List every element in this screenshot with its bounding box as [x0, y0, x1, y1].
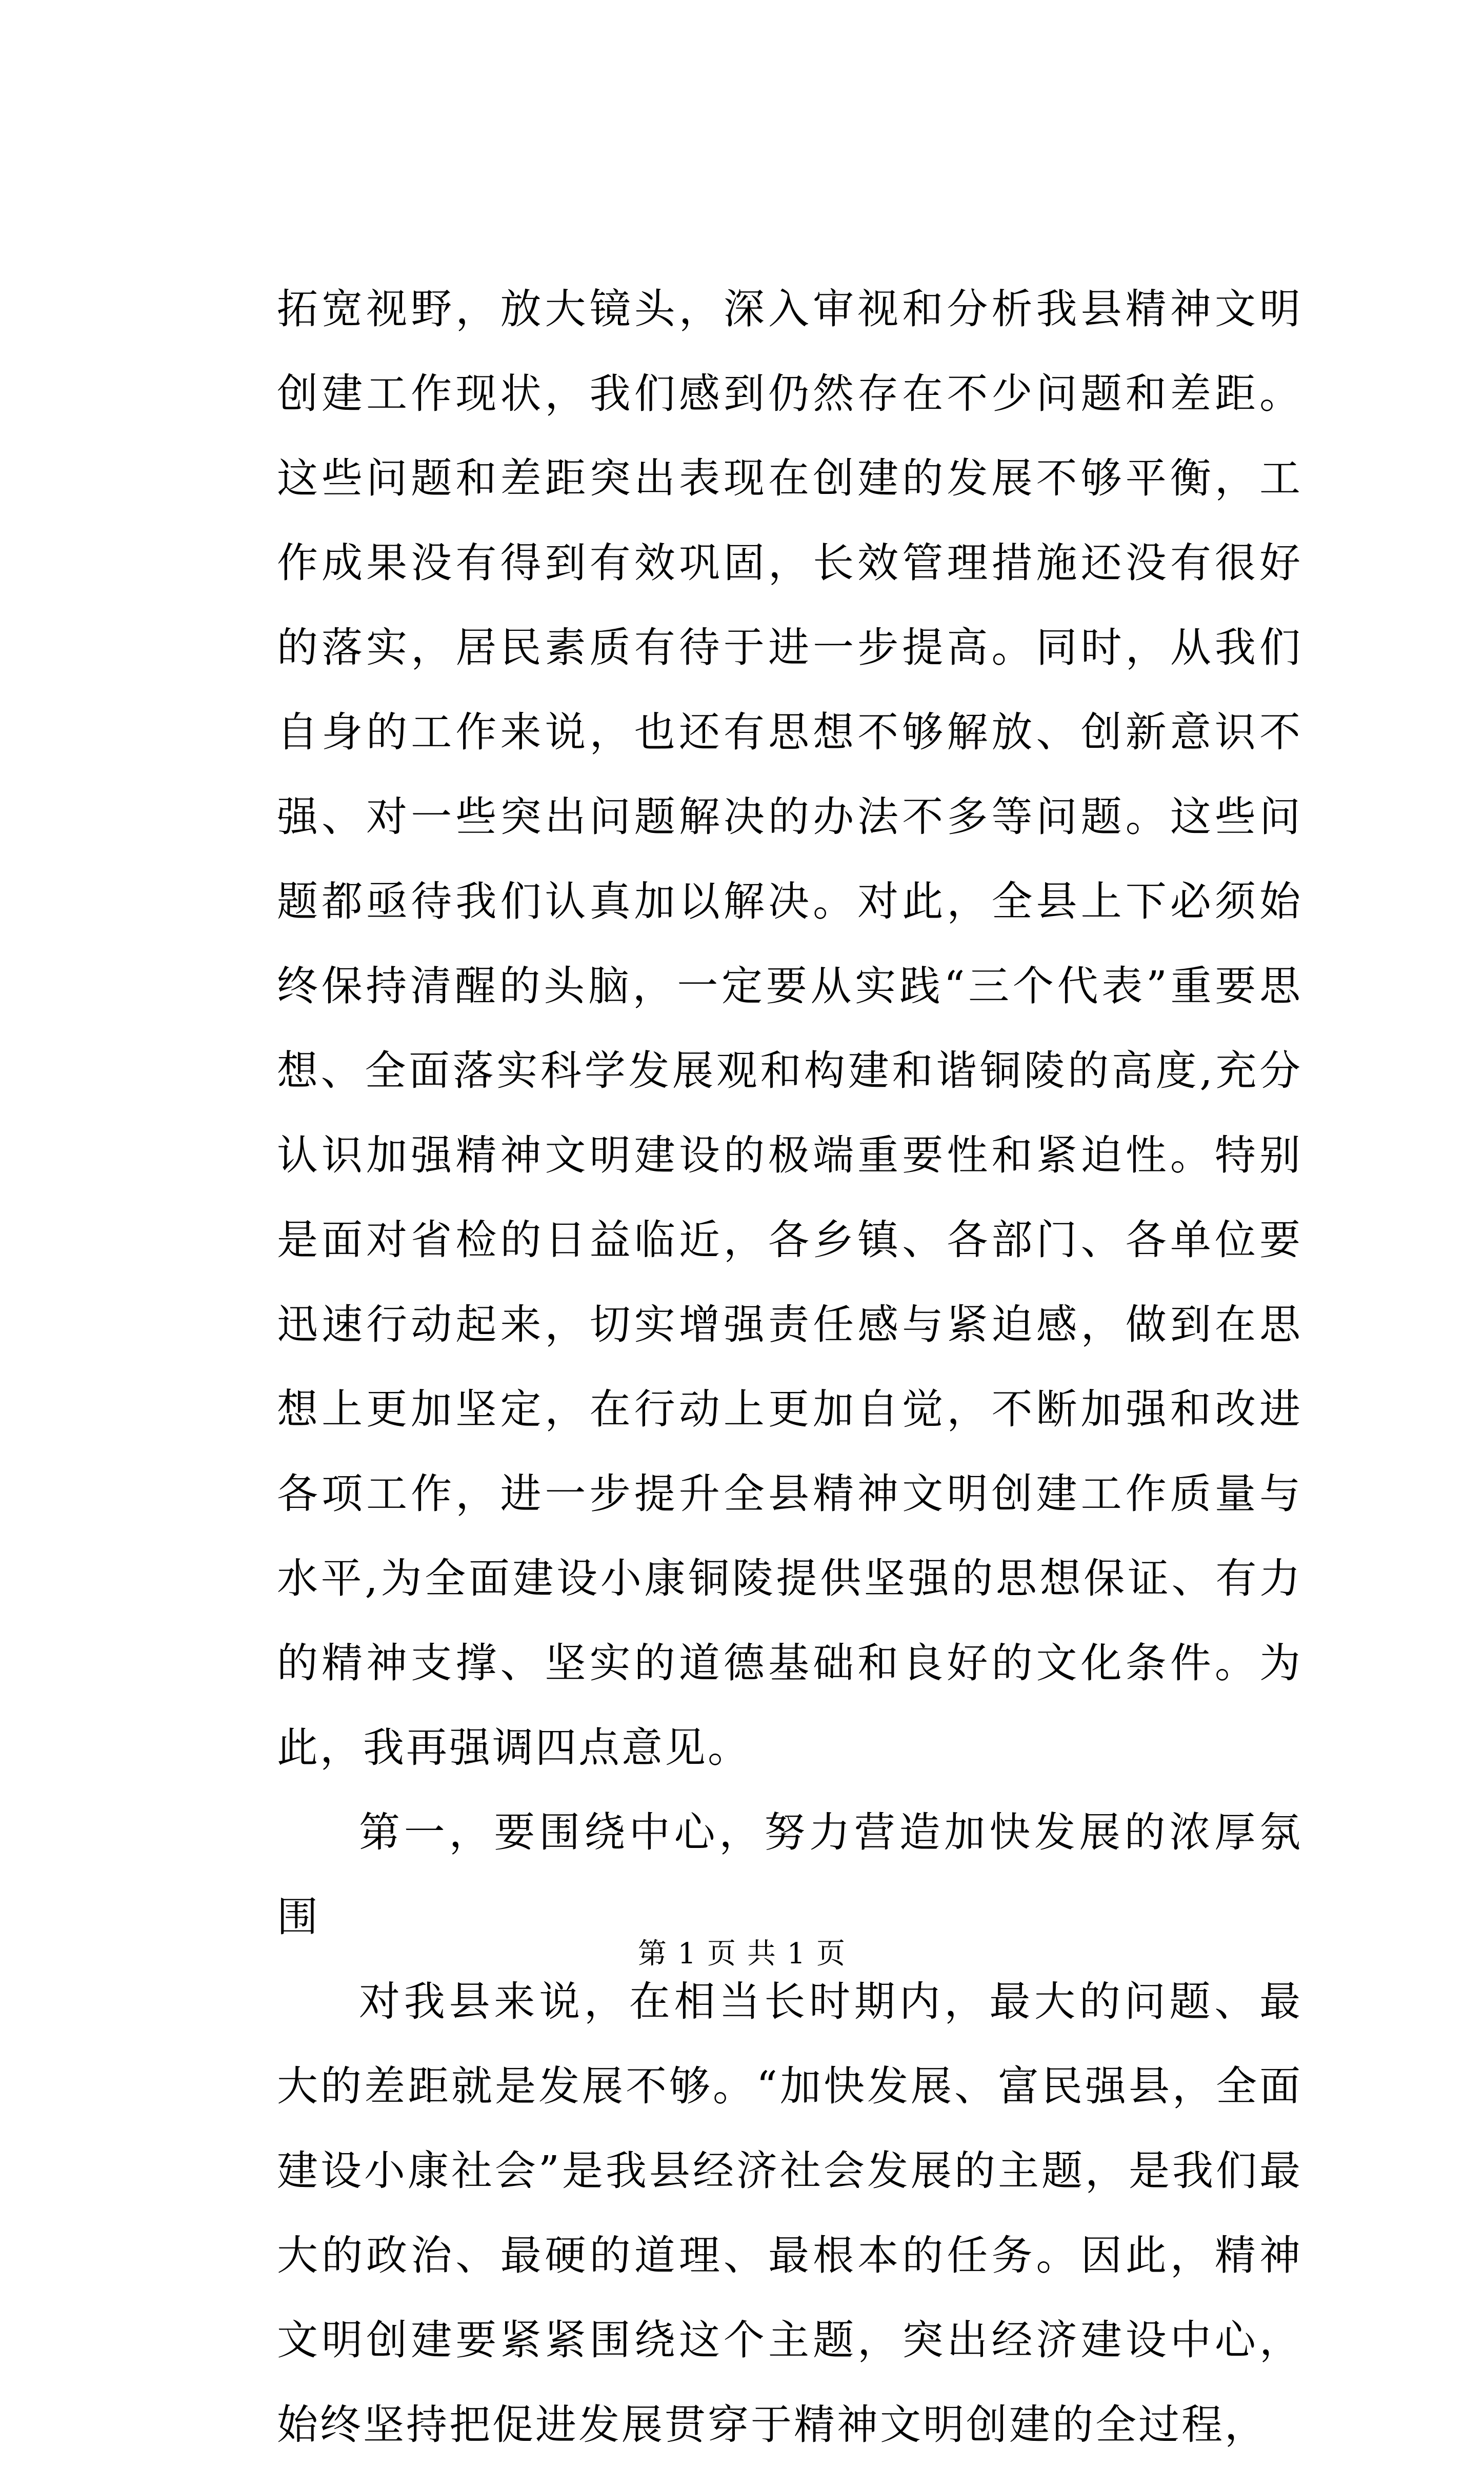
document-body: [277, 267, 1302, 2467]
paragraph-development: 对我县来说，在相当长时期内，最大的问题、最大的差距就是发展不够。“加快发展、富民强县，全面建设小康社会”是我县经济社会发展的主题，是我们最大的政治、最硬的道理、最根本的任务。因此，精神文明创建要紧紧围绕这个主题，突出经济建设中心，始终坚持把促进发展贯穿于精神文明创建的全过程，: [277, 1978, 1302, 2449]
paragraph-intro: 拓宽视野，放大镜头，深入审视和分析我县精神文明创建工作现状，我们感到仍然存在不少问题和差距。这些问题和差距突出表现在创建的发展不够平衡，工作成果没有得到有效巩固，长效管理措施还没有很好的落实，居民素质有待于进一步提高。同时，从我们自身的工作来说，也还有思想不够解放、创新意识不强、对一些突出问题解决的办法不多等问题。这些问题都亟待我们认真加以解决。对此，全县上下必须始终保持清醒的头脑，一定要从实践“三个代表”重要思想、全面落实科学发展观和构建和谐铜陵的高度,充分认识加强精神文明建设的极端重要性和紧迫性。特别是面对省检的日益临近，各乡镇、各部门、各单位要迅速行动起来，切实增强责任感与紧迫感，做到在思想上更加坚定，在行动上更加自觉，不断加强和改进各项工作，进一步提升全县精神文明创建工作质量与水平,为全面建设小康铜陵提供坚强的思想保证、有力的精神支撑、坚实的道德基础和良好的文化条件。为此，我再强调四点意见。: [277, 285, 1302, 1772]
page-footer: 第 1 页 共 1 页: [637, 1937, 847, 1971]
section-heading-first: 第一，要围绕中心，努力营造加快发展的浓厚氛围: [277, 1808, 1302, 1941]
